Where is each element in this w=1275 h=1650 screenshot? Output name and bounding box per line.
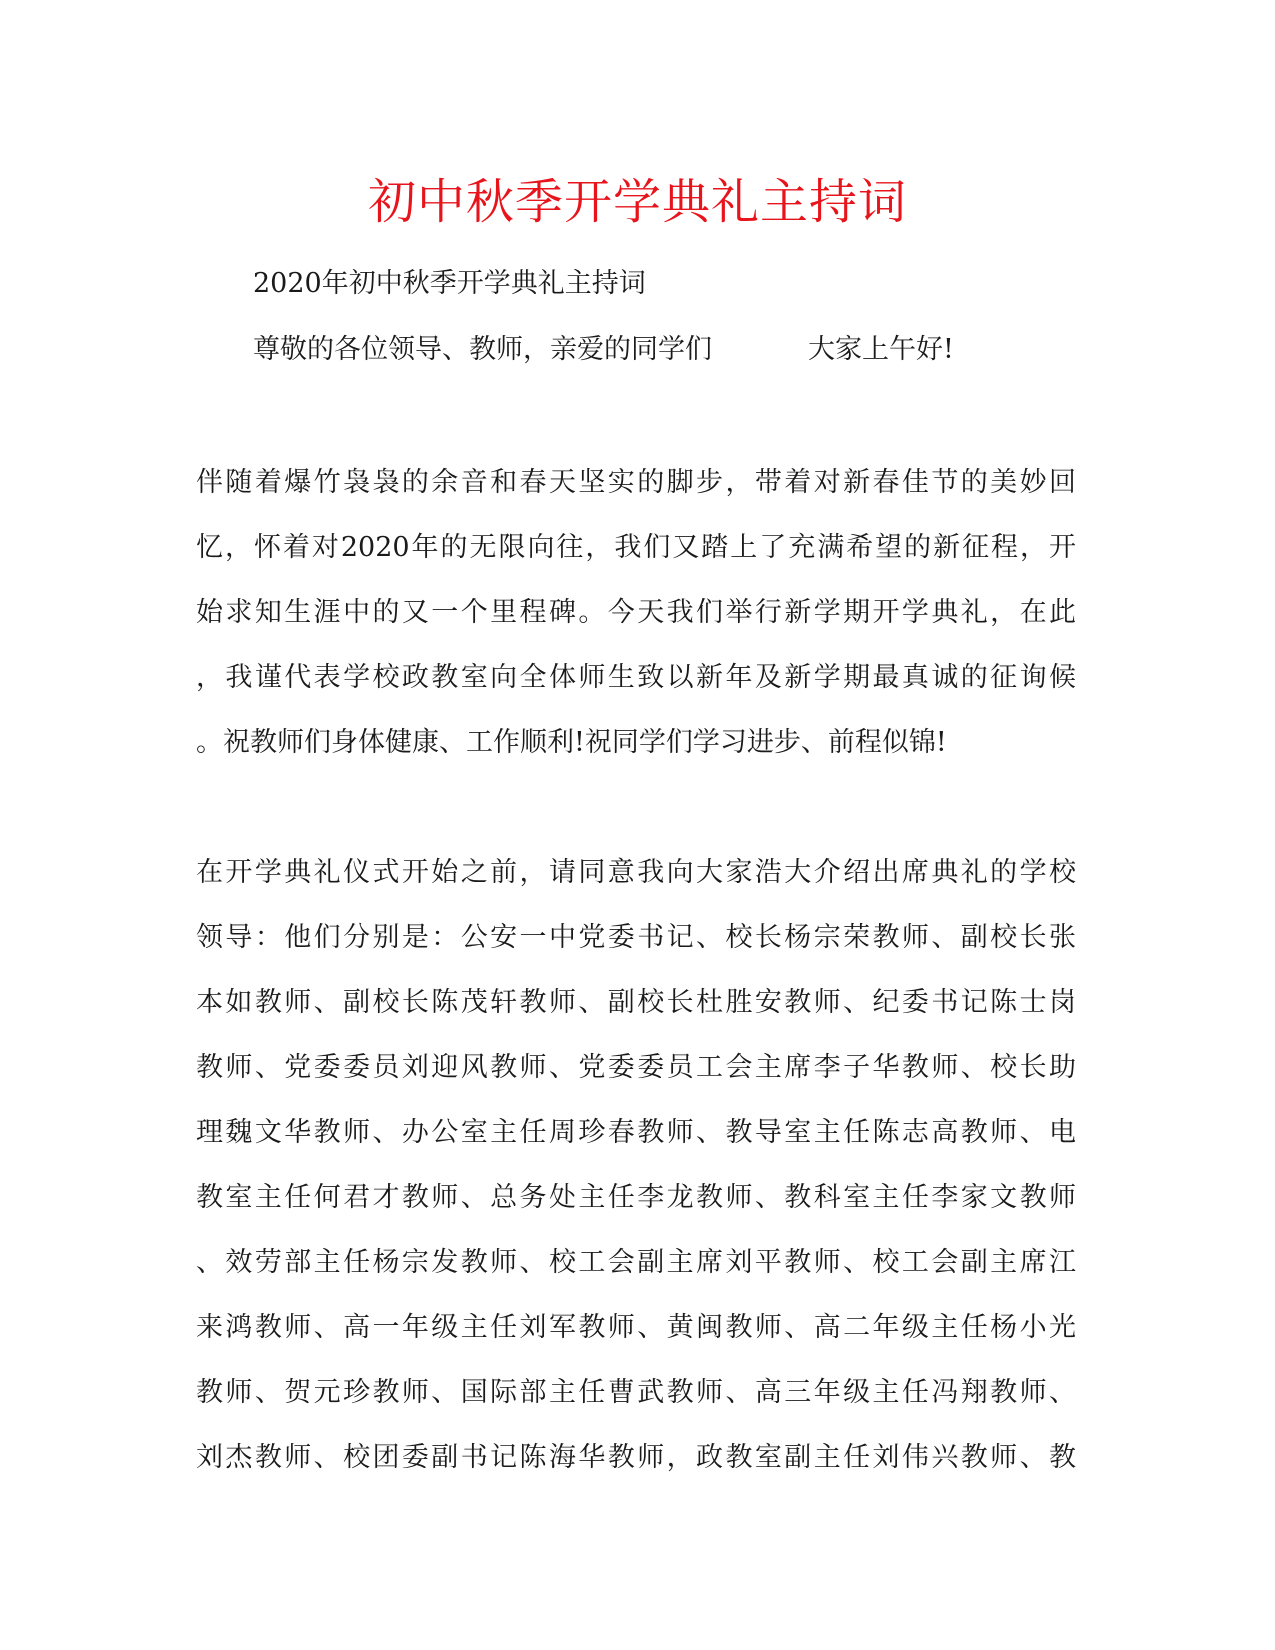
paragraph-line: 领导：他们分别是：公安一中党委书记、校长杨宗荣教师、副校长张 — [196, 922, 1076, 953]
paragraph-opening — [196, 450, 1076, 775]
paragraph-line: 教师、贺元珍教师、国际部主任曹武教师、高三年级主任冯翔教师、 — [196, 1377, 1076, 1408]
paragraph-line: 本如教师、副校长陈茂轩教师、副校长杜胜安教师、纪委书记陈士岗 — [196, 987, 1076, 1018]
paragraph-line: 教师、党委委员刘迎风教师、党委委员工会主席李子华教师、校长助 — [196, 1052, 1076, 1083]
paragraph-line: 忆，怀着对2020年的无限向往，我们又踏上了充满希望的新征程，开 — [196, 532, 1076, 563]
paragraph-line: 刘杰教师、校团委副书记陈海华教师，政教室副主任刘伟兴教师、教 — [196, 1442, 1076, 1473]
paragraph-line: 理魏文华教师、办公室主任周珍春教师、教导室主任陈志高教师、电 — [196, 1117, 1076, 1148]
greeting-hello: 大家上午好! — [808, 334, 954, 365]
paragraph-line: 伴随着爆竹袅袅的余音和春天坚实的脚步，带着对新春佳节的美妙回 — [196, 467, 1076, 498]
paragraph-line: 。祝教师们身体健康、工作顺利!祝同学们学习进步、前程似锦! — [196, 727, 947, 758]
paragraph-line: 在开学典礼仪式开始之前，请同意我向大家浩大介绍出席典礼的学校 — [196, 857, 1076, 888]
paragraph-introductions — [196, 840, 1076, 1490]
paragraph-line: 来鸿教师、高一年级主任刘军教师、黄闽教师、高二年级主任杨小光 — [196, 1312, 1076, 1343]
paragraph-line: 教室主任何君才教师、总务处主任李龙教师、教科室主任李家文教师 — [196, 1182, 1076, 1213]
paragraph-line: 始求知生涯中的又一个里程碑。今天我们举行新学期开学典礼，在此 — [196, 597, 1076, 628]
document-title: 初中秋季开学典礼主持词 — [367, 174, 907, 230]
greeting-salutation: 尊敬的各位领导、教师，亲爱的同学们 — [253, 334, 712, 365]
paragraph-line: ，我谨代表学校政教室向全体师生致以新年及新学期最真诚的征询候 — [196, 662, 1076, 693]
greeting-line — [253, 330, 1013, 370]
document-subtitle: 2020年初中秋季开学典礼主持词 — [253, 268, 646, 299]
paragraph-line: 、效劳部主任杨宗发教师、校工会副主席刘平教师、校工会副主席江 — [196, 1247, 1076, 1278]
